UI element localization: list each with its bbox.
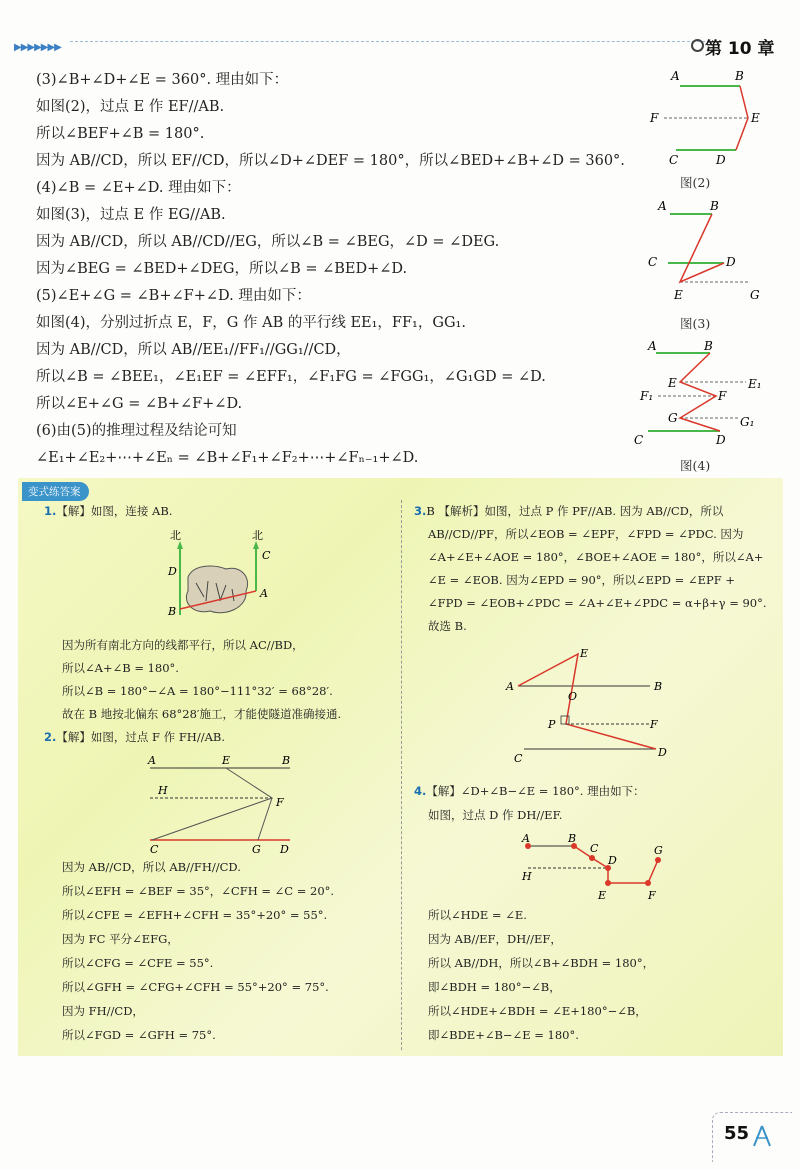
- q4-number: 4.: [414, 784, 427, 798]
- label-a: A: [148, 754, 156, 767]
- q3-head: [414, 502, 723, 521]
- label-e: E: [668, 376, 677, 390]
- q2-line: 所以∠CFG = ∠CFE = 55°.: [62, 956, 214, 970]
- label-b: B: [168, 605, 177, 618]
- text-line: 因为∠BEG = ∠BED+∠DEG，所以∠B = ∠BED+∠D.: [36, 261, 408, 277]
- label-a: A: [522, 832, 530, 845]
- label-f: F: [276, 796, 284, 809]
- q2-line: 因为 FH//CD，: [62, 1004, 144, 1018]
- text-line: 因为 AB//CD，所以 EF//CD，所以∠D+∠DEF = 180°，所以∠BED+∠B+∠D = 360°.: [36, 153, 625, 169]
- figure-2-diagram: [640, 68, 770, 168]
- q1-head-text: 【解】如图，连接 AB.: [56, 504, 173, 518]
- label-a: A: [658, 199, 667, 213]
- fold-efc: [152, 768, 272, 840]
- label-g1: G₁: [740, 415, 755, 429]
- label-b: B: [568, 832, 577, 845]
- label-g: G: [668, 411, 678, 425]
- label-d: D: [280, 843, 289, 856]
- label-a: A: [506, 680, 514, 693]
- q1-number: 1.: [44, 504, 57, 518]
- label-d: D: [726, 255, 736, 269]
- label-c: C: [590, 842, 599, 855]
- label-d: D: [716, 433, 726, 447]
- figure-2-caption: 图(2): [680, 175, 711, 190]
- line-fg: [258, 798, 272, 840]
- label-g: G: [750, 288, 760, 302]
- figure-4-caption: 图(4): [680, 458, 711, 473]
- q2-line: 因为 FC 平分∠EFG，: [62, 932, 179, 946]
- q4-line: 所以∠HDE = ∠E.: [428, 908, 527, 922]
- q3-line: ∠A+∠E+∠AOE = 180°，∠BOE+∠AOE = 180°，所以∠A+: [428, 550, 764, 564]
- figure-3-diagram: [640, 196, 770, 308]
- q3-head-text: B 【解析】如图，过点 P 作 PF//AB. 因为 AB//CD，所以: [426, 504, 724, 518]
- q4-head-text: 【解】∠D+∠B−∠E = 180°. 理由如下：: [426, 784, 645, 798]
- answers-badge: 变式练答案: [22, 482, 89, 501]
- header-arrows: ▶▶▶▶▶▶▶: [14, 42, 61, 53]
- label-e: E: [674, 288, 683, 302]
- q1-diagram: [160, 525, 280, 625]
- q4-line: 因为 AB//EF，DH//EF，: [428, 932, 562, 946]
- label-g: G: [252, 843, 261, 856]
- q1-line: 所以∠B = 180°−∠A = 180°−111°32′ = 68°28′.: [62, 684, 333, 698]
- chapter-title: 第 10 章: [705, 34, 775, 59]
- fold-line: [518, 654, 656, 749]
- label-o: O: [568, 690, 578, 703]
- label-f1: F₁: [640, 389, 654, 403]
- q2-line: 所以∠CFE = ∠EFH+∠CFH = 35°+20° = 55°.: [62, 908, 328, 922]
- text-line: 因为 AB//CD，所以 AB//EE₁//FF₁//GG₁//CD，: [36, 342, 351, 358]
- label-d: D: [168, 565, 177, 578]
- header-divider: [70, 41, 710, 42]
- label-e1: E₁: [748, 377, 762, 391]
- label-f: F: [648, 889, 656, 902]
- label-north-2: 北: [252, 529, 263, 542]
- q3-line: ∠E = ∠EOB. 因为∠EPD = 90°，所以∠EPD = ∠EPF +: [428, 573, 735, 587]
- text-line: 如图(3)，过点 E 作 EG//AB.: [36, 207, 226, 223]
- label-c: C: [648, 255, 658, 269]
- text-line: 所以∠B = ∠BEE₁，∠E₁EF = ∠EFF₁，∠F₁FG = ∠FGG₁，∠G₁GD = ∠D.: [36, 369, 546, 385]
- text-line: 如图(4)，分别过折点 E，F，G 作 AB 的平行线 EE₁，FF₁，GG₁.: [36, 315, 466, 331]
- text-line: (6)由(5)的推理过程及结论可知: [36, 423, 237, 439]
- fold-line: [680, 353, 720, 431]
- q2-head: [44, 728, 225, 747]
- label-g: G: [654, 844, 663, 857]
- page-number: 55: [724, 1123, 750, 1144]
- fold-line: [680, 214, 724, 282]
- q2-number: 2.: [44, 730, 57, 744]
- q4-line: 所以∠HDE+∠BDH = ∠E+180°−∠B，: [428, 1004, 647, 1018]
- label-f: F: [718, 389, 727, 403]
- label-e: E: [222, 754, 231, 767]
- label-c: C: [514, 752, 523, 765]
- text-line: 如图(2)，过点 E 作 EF//AB.: [36, 99, 225, 115]
- label-h: H: [158, 784, 168, 797]
- label-c: C: [262, 549, 271, 562]
- figure-4-diagram: [628, 336, 778, 450]
- q2-diagram: [140, 750, 300, 860]
- q3-line: 故选 B.: [428, 619, 467, 633]
- label-a: A: [260, 587, 268, 600]
- figure-3-caption: 图(3): [680, 316, 711, 331]
- label-b: B: [735, 69, 744, 83]
- label-d: D: [608, 854, 617, 867]
- q1-line: 所以∠A+∠B = 180°.: [62, 661, 179, 675]
- label-d: D: [716, 153, 726, 167]
- q3-line: AB//CD//PF，所以∠EOB = ∠EPF，∠FPD = ∠PDC. 因为: [428, 527, 744, 541]
- label-e: E: [751, 111, 760, 125]
- label-h: H: [522, 870, 532, 883]
- label-north-1: 北: [170, 529, 181, 542]
- text-line: (5)∠E+∠G = ∠B+∠F+∠D. 理由如下：: [36, 288, 311, 304]
- label-a: A: [671, 69, 680, 83]
- q2-line: 所以∠FGD = ∠GFH = 75°.: [62, 1028, 216, 1042]
- text-line: ∠E₁+∠E₂+⋯+∠Eₙ = ∠B+∠F₁+∠F₂+⋯+∠Fₙ₋₁+∠D.: [36, 450, 419, 466]
- compass-icon: [750, 1124, 774, 1148]
- text-line: (3)∠B+∠D+∠E = 360°. 理由如下：: [36, 72, 289, 88]
- label-c: C: [634, 433, 644, 447]
- label-f: F: [650, 111, 659, 125]
- q4-head: [414, 782, 645, 801]
- q4-line: 即∠BDH = 180°−∠B，: [428, 980, 561, 994]
- label-b: B: [282, 754, 291, 767]
- text-line: 所以∠E+∠G = ∠B+∠F+∠D.: [36, 396, 243, 412]
- column-divider: [401, 500, 402, 1050]
- label-b: B: [710, 199, 719, 213]
- label-f: F: [650, 718, 658, 731]
- q3-line: ∠FPD = ∠EOB+∠PDC = ∠A+∠E+∠PDC = α+β+γ = 90°.: [428, 596, 767, 610]
- text-line: 因为 AB//CD，所以 AB//CD//EG，所以∠B = ∠BEG，∠D = ∠DEG.: [36, 234, 500, 250]
- q3-diagram: [500, 642, 680, 767]
- text-line: (4)∠B = ∠E+∠D. 理由如下：: [36, 180, 241, 196]
- q1-line: 故在 B 地按北偏东 68°28′施工，才能使隧道准确接通.: [62, 707, 342, 721]
- q2-line: 因为 AB//CD，所以 AB//FH//CD.: [62, 860, 241, 874]
- label-a: A: [648, 339, 657, 353]
- label-b: B: [654, 680, 663, 693]
- q2-line: 所以∠EFH = ∠BEF = 35°，∠CFH = ∠C = 20°.: [62, 884, 335, 898]
- q1-line: 因为所有南北方向的线都平行，所以 AC//BD，: [62, 638, 304, 652]
- q2-line: 所以∠GFH = ∠CFG+∠CFH = 55°+20° = 75°.: [62, 980, 329, 994]
- label-e: E: [580, 647, 589, 660]
- label-e: E: [598, 889, 607, 902]
- q2-head-text: 【解】如图，过点 F 作 FH//AB.: [56, 730, 225, 744]
- q4-line: 所以 AB//DH，所以∠B+∠BDH = 180°，: [428, 956, 655, 970]
- q4-line: 如图，过点 D 作 DH//EF.: [428, 808, 563, 822]
- label-p: P: [548, 718, 556, 731]
- q4-diagram: [510, 828, 680, 906]
- label-c: C: [150, 843, 159, 856]
- label-d: D: [658, 746, 667, 759]
- q3-number: 3.: [414, 504, 427, 518]
- label-b: B: [704, 339, 713, 353]
- label-c: C: [669, 153, 679, 167]
- text-line: 所以∠BEF+∠B = 180°.: [36, 126, 205, 142]
- q1-head: [44, 502, 172, 521]
- q4-line: 即∠BDE+∠B−∠E = 180°.: [428, 1028, 579, 1042]
